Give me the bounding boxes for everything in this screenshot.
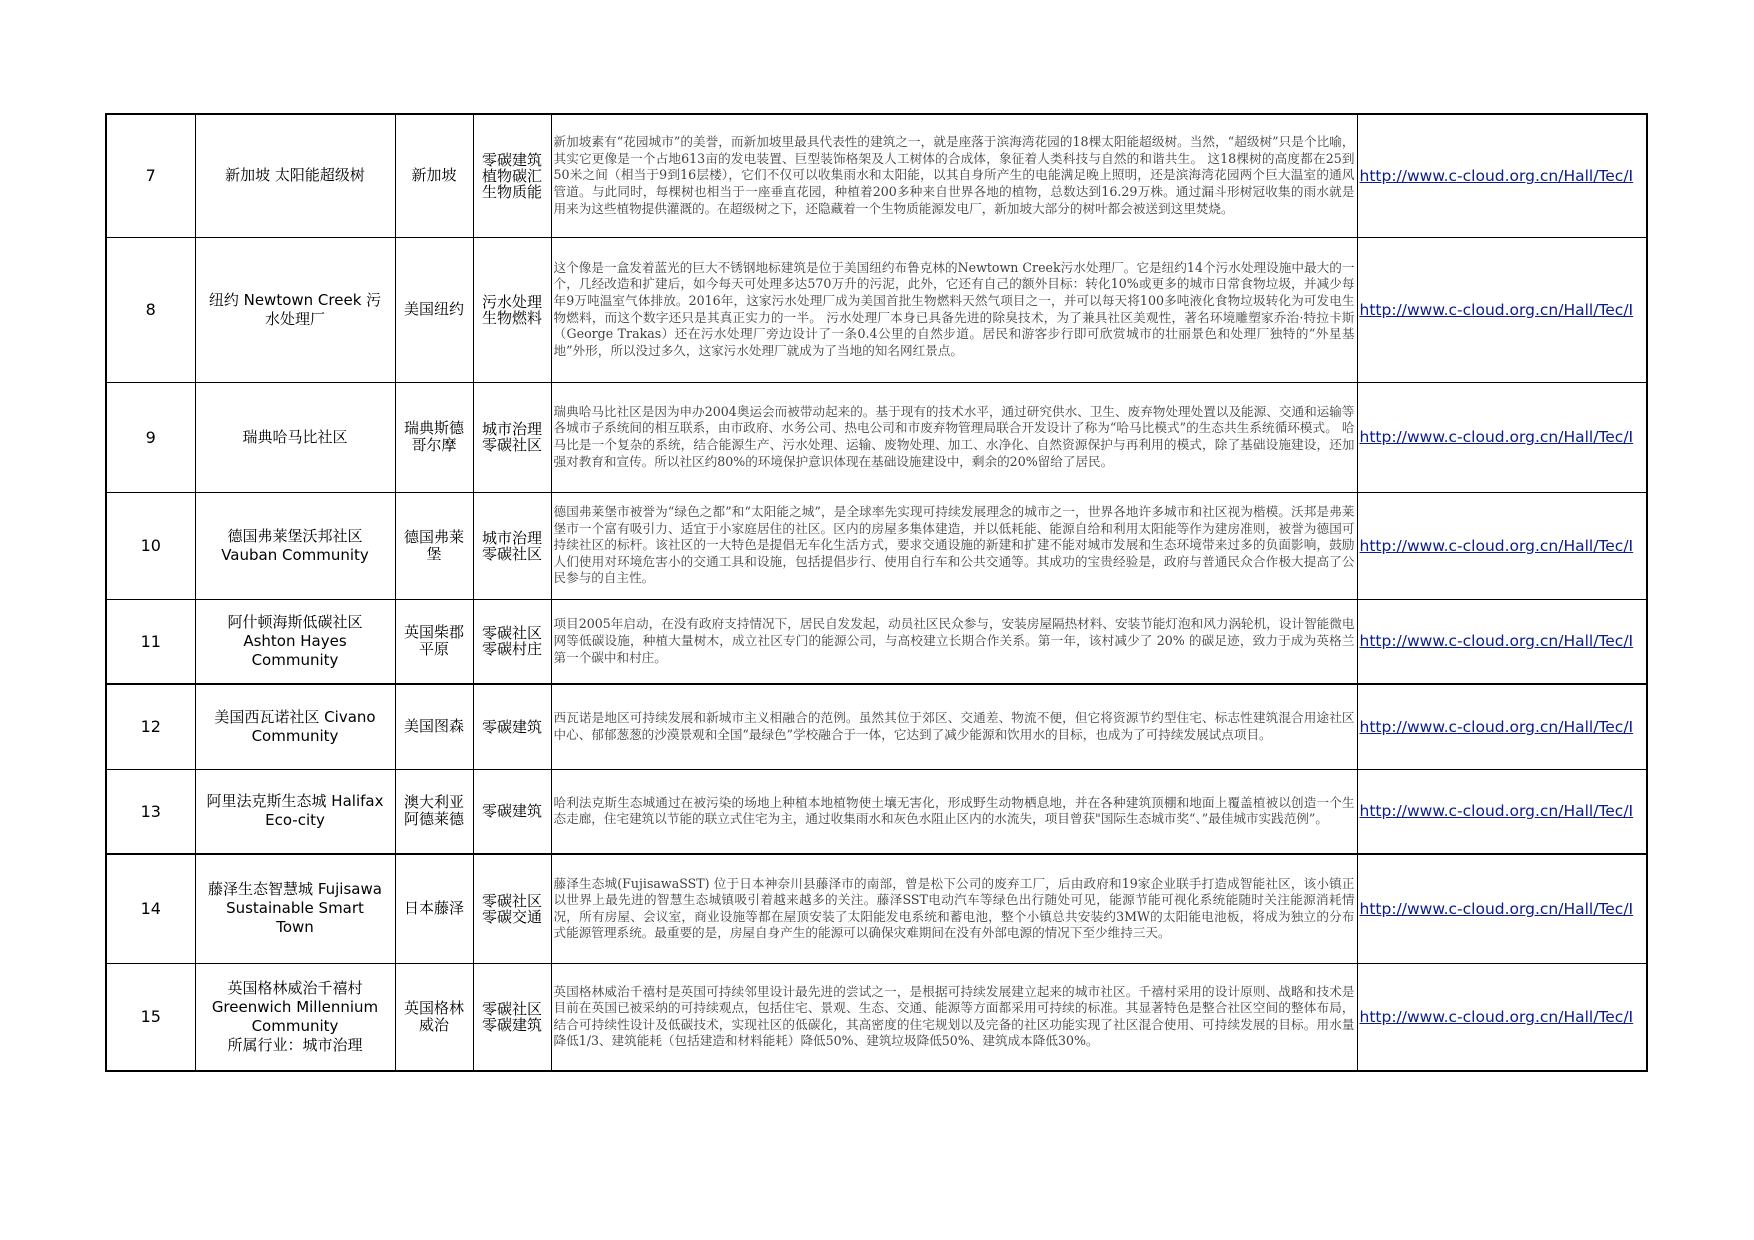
industry-tag: 零碳社区 [481,999,542,1018]
row-number: 15 [106,963,195,1071]
location-cell: 德国弗莱堡 [395,492,473,599]
industry-tag: 城市治理 [481,528,542,547]
location-cell: 美国图森 [395,684,473,769]
table-row [106,114,1647,237]
link-cell [1357,684,1647,769]
description-cell [551,382,1357,492]
industry-tag: 污水处理 [481,292,542,311]
source-link[interactable]: http://www.c-cloud.org.cn/Hall/Tec/I [1359,1007,1634,1026]
case-name-line: 所属行业：城市治理 [227,1035,363,1054]
case-name-line: Community [251,650,339,669]
row-number: 11 [106,599,195,684]
case-name-line: Community [251,1016,339,1035]
industry-tag: 零碳建筑 [481,802,542,821]
location-cell: 新加坡 [395,114,473,237]
case-name-line: Greenwich Millennium [211,997,379,1016]
industry-tag: 零碳建筑 [481,717,542,736]
location-cell: 英国柴郡平原 [395,599,473,684]
industry-tag: 城市治理 [481,420,542,438]
industry-tag: 生物质能 [481,182,542,201]
source-link[interactable]: http://www.c-cloud.org.cn/Hall/Tec/I [1359,717,1634,736]
description-cell [551,492,1357,599]
case-name-line: 阿什顿海斯低碳社区 [227,612,363,631]
case-name-cell [195,684,395,769]
industry-tag: 零碳村庄 [481,640,542,659]
description-cell [551,684,1357,769]
table-body [106,114,1647,1071]
case-name-cell [195,237,395,382]
description-text: 西瓦诺是地区可持续发展和新城市主义相融合的范例。虽然其位于郊区、交通差、物流不便，但它将资源节约型住宅、标志性建筑混合用途社区中心、郁郁葱葱的沙漠景观和全国“最绿色”学校融合于一体，它达到了减少能源和饮用水的目标，也成为了可持续发展试点项目。 [553,710,1355,742]
case-name-line: Vauban Community [221,545,369,564]
link-cell [1357,599,1647,684]
row-number: 13 [106,769,195,854]
industry-cell [473,492,551,599]
case-name-line: 藤泽生态智慧城 Fujisawa [208,880,382,899]
table-row [106,854,1647,963]
case-name-line: Eco-city [265,811,325,830]
source-link[interactable]: http://www.c-cloud.org.cn/Hall/Tec/I [1359,166,1634,185]
location-cell: 澳大利亚阿德莱德 [395,769,473,854]
row-number: 9 [106,382,195,492]
source-link[interactable]: http://www.c-cloud.org.cn/Hall/Tec/I [1359,300,1634,319]
row-number: 14 [106,854,195,963]
table-row [106,684,1647,769]
industry-cell [473,854,551,963]
industry-tag: 零碳社区 [481,436,542,454]
location-cell: 美国纽约 [395,237,473,382]
source-link[interactable]: http://www.c-cloud.org.cn/Hall/Tec/I [1359,899,1634,918]
industry-tag: 零碳社区 [481,624,542,643]
case-name-cell [195,599,395,684]
case-name-cell [195,769,395,854]
source-link[interactable]: http://www.c-cloud.org.cn/Hall/Tec/I [1359,536,1634,555]
row-number: 12 [106,684,195,769]
industry-tag: 零碳社区 [481,891,542,910]
case-name-line: 英国格林威治千禧村 [227,978,363,997]
location-cell: 瑞典斯德哥尔摩 [395,382,473,492]
case-name-line: Sustainable Smart [226,899,364,918]
location-cell: 英国格林威治 [395,963,473,1071]
description-cell [551,114,1357,237]
table-row [106,382,1647,492]
case-name-line: 阿里法克斯生态城 Halifax [206,792,384,811]
description-text: 项目2005年启动，在没有政府支持情况下，居民自发发起，动员社区民众参与，安装房屋隔热材料、安装节能灯泡和风力涡轮机，设计智能微电网等低碳设施，种植大量树木，成立社区专门的能源公司，与高校建立长期合作关系。第一年，该村减少了 20% 的碳足迹，致力于成为英格兰第一个碳中和村庄。 [553,616,1355,665]
case-name-line: Ashton Hayes [243,631,347,650]
description-text: 哈利法克斯生态城通过在被污染的场地上种植本地植物使土壤无害化，形成野生动物栖息地，并在各种建筑顶棚和地面上覆盖植被以创造一个生态走廊，住宅建筑以节能的联立式住宅为主，通过收集雨水和灰色水阻止区内的水流失，项目曾获"国际生态城市奖“、”最佳城市实践范例”。 [553,794,1355,827]
industry-cell [473,769,551,854]
case-name-line: 新加坡 太阳能超级树 [225,166,365,185]
case-name-line: 瑞典哈马比社区 [242,427,348,446]
industry-cell [473,114,551,237]
case-name-cell [195,854,395,963]
description-text: 这个像是一盒发着蓝光的巨大不锈钢地标建筑是位于美国纽约布鲁克林的Newtown Creek污水处理厂。它是纽约14个污水处理设施中最大的一个，几经改造和扩建后，如今每天可处理多达570万升的污泥，此外，它还有自己的额外目标：转化10%或更多的城市日常食物垃圾，并减少每年9万吨温室气体排放。2016年，这家污水处理厂成为美国首批生物燃料天然气项目之一，并可以每天将100多吨液化食物垃圾转化为可发电生物燃料，而这个数字还只是其真正实力的一半。 污水处理厂本身已具备先进的除臭技术，为了兼具社区美观性，著名环境雕塑家乔治·特拉卡斯（George Trakas）还在污水处理厂旁边设计了一条0.4公里的自然步道。居民和游客步行即可欣赏城市的壮丽景色和处理厂独特的“外星基地”外形，所以没过多久，这家污水处理厂就成为了当地的知名网红景点。 [553,259,1355,358]
description-cell [551,599,1357,684]
link-cell [1357,854,1647,963]
table-row [106,237,1647,382]
case-name-line: 美国西瓦诺社区 Civano [214,707,376,726]
description-cell [551,854,1357,963]
link-cell [1357,237,1647,382]
source-link[interactable]: http://www.c-cloud.org.cn/Hall/Tec/I [1359,802,1634,821]
location-cell: 日本藤泽 [395,854,473,963]
table-row [106,963,1647,1071]
case-name-cell [195,114,395,237]
industry-cell [473,382,551,492]
case-name-line: 德国弗莱堡沃邦社区 [227,526,363,545]
case-name-cell [195,963,395,1071]
industry-cell [473,963,551,1071]
table-row [106,492,1647,599]
row-number: 8 [106,237,195,382]
link-cell [1357,963,1647,1071]
description-text: 德国弗莱堡市被誉为“绿色之都”和“太阳能之城”，是全球率先实现可持续发展理念的城市之一，世界各地许多城市和社区视为楷模。沃邦是弗莱堡市一个富有吸引力、适宜于小家庭居住的社区。区内的房屋多集体建造，并以低耗能、能源自给和利用太阳能等作为建房准则，被誉为德国可持续社区的标杆。该社区的一大特色是提倡无车化生活方式，要求交通设施的新建和扩建不能对城市发展和生态环境带来过多的负面影响，鼓励人们使用对环境危害小的交通工具和设施，包括提倡步行、使用自行车和公共交通等。其成功的宝贵经验是，政府与普通民众合作极大提高了公民参与的自主性。 [553,504,1355,586]
case-name-line: 纽约 Newtown Creek 污 [208,290,382,309]
industry-tag: 零碳建筑 [481,150,542,169]
source-link[interactable]: http://www.c-cloud.org.cn/Hall/Tec/I [1359,632,1634,651]
link-cell [1357,382,1647,492]
description-cell [551,237,1357,382]
case-name-line: 水处理厂 [264,309,325,328]
description-text: 藤泽生态城(FujisawaSST) 位于日本神奈川县藤泽市的南部，曾是松下公司的废弃工厂，后由政府和19家企业联手打造成智能社区，该小镇正以世界上最先进的智慧生态城镇吸引着越来越多的关注。藤泽SST电动汽车等绿色出行随处可见，能源节能可视化系统能随时关注能源消耗情况，所有房屋、会议室，商业设施等都在屋顶安装了太阳能发电系统和蓄电池，整个小镇总共安装约3MW的太阳能电池板，将成为独立的分布式能源管理系统。最重要的是，房屋自身产生的能源可以确保灾难期间在没有外部电源的情况下至少维持三天。 [553,875,1355,941]
industry-tag: 零碳建筑 [481,1015,542,1034]
description-text: 英国格林威治千禧村是英国可持续邻里设计最先进的尝试之一，是根据可持续发展建立起来的城市社区。千禧村采用的设计原则、战略和技术是目前在英国已被采纳的可持续观点，包括住宅、景观、生态、交通、能源等方面都采用可持续的标准。其显著特色是整合社区空间的整体布局，结合可持续性设计及低碳技术，实现社区的低碳化，其高密度的住宅规划以及完备的社区功能实现了社区混合使用、可持续发展的目标。用水量降低1/3、建筑能耗（包括建造和材料能耗）降低50%、建筑垃圾降低50%、建筑成本降低30%。 [553,983,1355,1049]
description-cell [551,769,1357,854]
description-text: 新加坡素有“花园城市”的美誉，而新加坡里最具代表性的建筑之一，就是座落于滨海湾花园的18棵太阳能超级树。当然，“超级树”只是个比喻，其实它更像是一个占地613亩的发电装置、巨型装饰格架及人工树体的合成体，象征着人类科技与自然的和谐共生。 这18棵树的高度都在25到50米之间（相当于9到16层楼），它们不仅可以收集雨水和太阳能，以其自身所产生的电能满足晚上照明，还是滨海湾花园两个巨大温室的通风管道。与此同时，每棵树也相当于一座垂直花园，种植着200多种来自世界各地的植物，总数达到16.29万株。通过漏斗形树冠收集的雨水就是用来为这些植物提供灌溉的。在超级树之下，还隐藏着一个生物质能源发电厂，新加坡大部分的树叶都会被送到这里焚烧。 [553,134,1355,216]
description-text: 瑞典哈马比社区是因为申办2004奥运会而被带动起来的。基于现有的技术水平，通过研究供水、卫生、废弃物处理处置以及能源、交通和运输等各城市子系统间的相互联系，由市政府、水务公司、热电公司和市废弃物管理局联合开发设计了称为“哈马比模式”的生态共生系统循环模式。 哈马比是一个复杂的系统，结合能源生产、污水处理、运输、废物处理、加工、水净化、自然资源保护与再利用的模式，除了基础设施建设，还加强对教育和宣传。所以社区约80%的环境保护意识体现在基础设施建设中，剩余的20%留给了居民。 [553,403,1355,469]
description-cell [551,963,1357,1071]
industry-cell [473,599,551,684]
industry-tag: 零碳交通 [481,907,542,926]
row-number: 7 [106,114,195,237]
link-cell [1357,769,1647,854]
table-row [106,769,1647,854]
industry-tag: 零碳社区 [481,544,542,563]
industry-tag: 生物燃料 [481,308,542,327]
table-row [106,599,1647,684]
industry-cell [473,237,551,382]
industry-cell [473,684,551,769]
case-name-line: Community [251,726,339,745]
row-number: 10 [106,492,195,599]
link-cell [1357,114,1647,237]
cases-table [105,113,1648,1072]
link-cell [1357,492,1647,599]
case-name-cell [195,492,395,599]
industry-tag: 植物碳汇 [481,166,542,185]
case-name-line: Town [276,918,314,937]
case-name-cell [195,382,395,492]
source-link[interactable]: http://www.c-cloud.org.cn/Hall/Tec/I [1359,428,1634,446]
